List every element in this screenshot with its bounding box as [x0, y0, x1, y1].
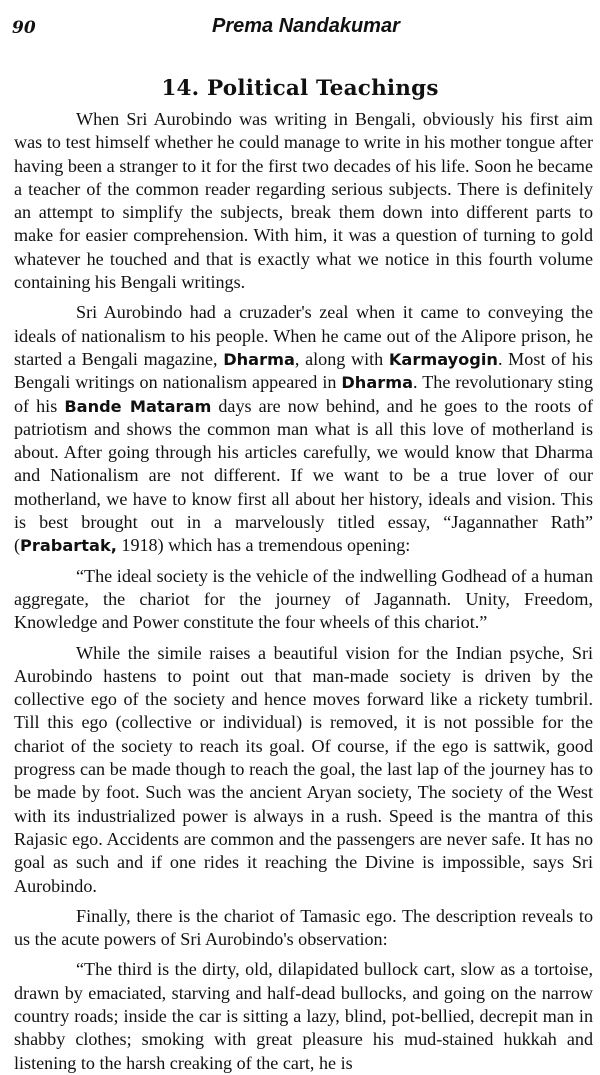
paragraph-2-text: 1918) which has a tremendous opening: — [116, 535, 411, 556]
magazine-title-bande-mataram: Bande Mataram — [64, 396, 212, 416]
page-number: 90 — [12, 18, 36, 38]
paragraph-3: While the simile raises a beautiful vision for the Indian psyche, Sri Aurobindo hastens to point out that man-made society is driven by the collective ego of the society and hence moves forward like a rickety tumbril. Till this ego (collective or individual) is removed, it is not possible for the chariot of the society to reach its goal. Of course, if the ego is sattwik, good progress can be made though to reach the goal, the last lap of the journey has to be made by foot. Such was the ancient Aryan society, The society of the West with its industrialized power is always in a rush. Speed is the mantra of this Rajasic ego. Accidents are common and the passengers are never safe. It has no goal as such and if one rides it reaching the Divine is impossible, says Sri Aurobindo. — [14, 642, 593, 896]
paragraph-2-text: Sri Aurobindo had a cruzader's zeal when it came to conveying the ideals of nationalism to his people. When he came out of the Alipore prison, he started a Bengali magazine, — [14, 302, 593, 369]
paragraph-2 — [14, 301, 593, 557]
quotation-2: “The third is the dirty, old, dilapidated bullock cart, slow as a tortoise, drawn by emaciated, starving and half-dead bullocks, and going on the narrow country roads; inside the car is sitting a lazy, blind, pot-bellied, decrepit man in shabby clothes; smoking with great pleasure his mud-stained hukkah and listening to the harsh creaking of the cart, he is — [14, 959, 593, 1073]
quotation-1: “The ideal society is the vehicle of the indwelling Godhead of a human aggregate, the chariot for the journey of Jagannath. Unity, Freedom, Knowledge and Power constitute the four wheels of this chariot.” — [14, 565, 593, 633]
magazine-title-dharma: Dharma — [341, 373, 414, 393]
paragraph-2-text: , along with — [294, 348, 389, 369]
magazine-title-prabartak: Prabartak, — [20, 536, 117, 556]
body-text — [14, 108, 593, 1075]
chapter-title: 14. Political Teachings — [161, 76, 439, 101]
magazine-title-dharma: Dharma — [223, 349, 295, 369]
paragraph-2-text: . Most of his Bengali writings on nationalism appeared in — [14, 348, 593, 393]
running-head: Prema Nandakumar — [212, 15, 400, 37]
paragraph-2-text: . The revolutionary sting of his — [14, 372, 593, 416]
paragraph-4: Finally, there is the chariot of Tamasic ego. The description reveals to us the acute powers of Sri Aurobindo's observation: — [14, 905, 593, 950]
page-header — [12, 15, 590, 44]
magazine-title-karmayogin: Karmayogin — [388, 349, 498, 369]
paragraph-2-text: days are now behind, and he goes to the roots of patriotism and shows the common man what is all this love of motherland is about. After going through his articles carefully, we would know that Dharma and Nationalism are not different. If we want to be a true lover of our motherland, we have to know first all about her history, ideals and vision. This is best brought out in a marvelously titled essay, “Jagannather Rath” ( — [14, 395, 593, 556]
paragraph-1: When Sri Aurobindo was writing in Bengali, obviously his first aim was to test himself whether he could manage to write in his mother tongue after having been a stranger to it for the first two decades of his life. Soon he became a teacher of the common reader regarding serious subjects. There is definitely an attempt to simplify the subjects, break them down into different parts to make for easier comprehension. With him, it was a question of turning to gold whatever he touched and that is exactly what we notice in this fourth volume containing his Bengali writings. — [14, 109, 593, 293]
